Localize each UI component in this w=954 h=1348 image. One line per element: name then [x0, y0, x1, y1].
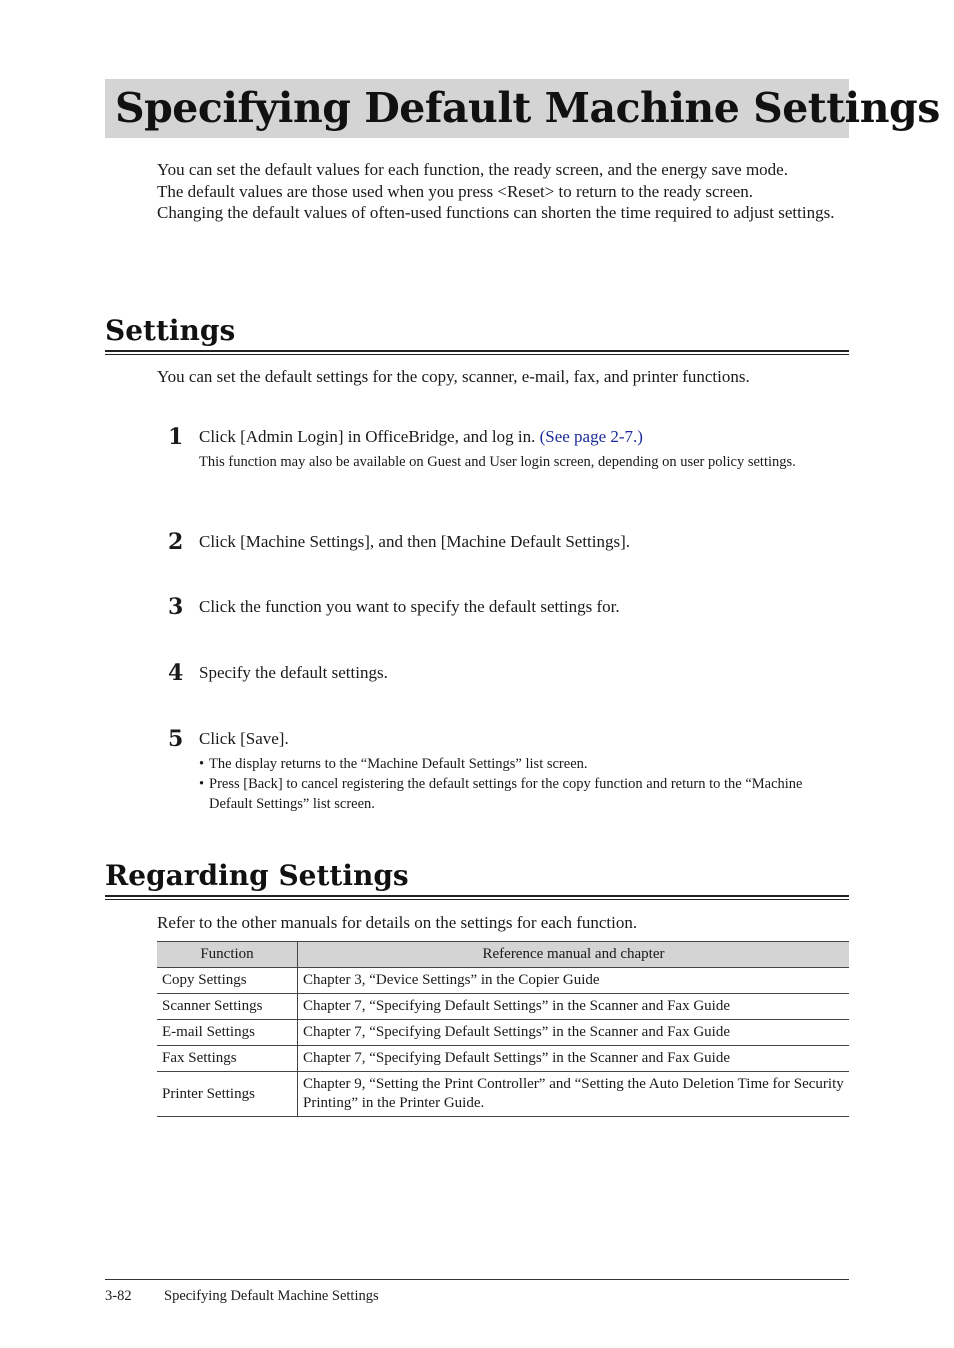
step-text: Specify the default settings.	[199, 663, 388, 682]
step-number: 5	[168, 726, 184, 752]
footer-rule	[105, 1279, 849, 1280]
bullet-item: • Press [Back] to cancel registering the default settings for the copy function and return to the “Machine Default Settings” list screen.	[199, 774, 849, 814]
intro-paragraph-2: The default values are those used when you press <Reset> to return to the ready screen.	[157, 181, 754, 201]
function-cell: Copy Settings	[157, 968, 298, 994]
regarding-settings-heading: Regarding Settings	[105, 859, 409, 892]
settings-heading-rule	[105, 350, 849, 355]
step-text: Click the function you want to specify the default settings for.	[199, 597, 620, 616]
step-instruction: Click [Admin Login] in OfficeBridge, and log in.	[199, 427, 536, 446]
step-bullet-list	[199, 754, 849, 814]
step-number: 1	[168, 424, 184, 450]
reference-cell: Chapter 9, “Setting the Print Controller” and “Setting the Auto Deletion Time for Security Printing” in the Printer Guide.	[298, 1072, 850, 1117]
column-header-function: Function	[157, 942, 298, 968]
table-header-row	[157, 942, 849, 968]
step-text	[199, 426, 849, 448]
table-row	[157, 1046, 849, 1072]
footer-title: Specifying Default Machine Settings	[164, 1288, 379, 1304]
table-row	[157, 968, 849, 994]
reference-cell: Chapter 7, “Specifying Default Settings” in the Scanner and Fax Guide	[298, 994, 850, 1020]
step-number: 4	[168, 660, 184, 686]
reference-table	[157, 941, 849, 1117]
step-number: 2	[168, 529, 184, 555]
function-cell: Printer Settings	[157, 1072, 298, 1117]
regarding-heading-rule	[105, 895, 849, 900]
step-note: This function may also be available on Guest and User login screen, depending on user policy settings.	[199, 454, 796, 470]
function-cell: Fax Settings	[157, 1046, 298, 1072]
table-row	[157, 1020, 849, 1046]
table-row	[157, 994, 849, 1020]
intro-text	[157, 159, 849, 224]
page-title: Specifying Default Machine Settings	[115, 84, 940, 132]
bullet-item: • The display returns to the “Machine Default Settings” list screen.	[199, 754, 849, 774]
step-text: Click [Save].	[199, 729, 289, 748]
table-row	[157, 1072, 849, 1117]
page-footer	[105, 1286, 379, 1306]
intro-paragraph-1: You can set the default values for each function, the ready screen, and the energy save mode.	[157, 160, 788, 179]
page-number: 3-82	[105, 1288, 132, 1304]
reference-cell: Chapter 3, “Device Settings” in the Copier Guide	[298, 968, 850, 994]
function-cell: Scanner Settings	[157, 994, 298, 1020]
settings-description: You can set the default settings for the copy, scanner, e-mail, fax, and printer functions.	[157, 367, 750, 386]
page-reference-link[interactable]: (See page 2-7.)	[539, 427, 643, 446]
step-text: Click [Machine Settings], and then [Machine Default Settings].	[199, 532, 631, 551]
reference-cell: Chapter 7, “Specifying Default Settings” in the Scanner and Fax Guide	[298, 1046, 850, 1072]
regarding-description: Refer to the other manuals for details on the settings for each function.	[157, 913, 638, 932]
settings-heading: Settings	[105, 314, 236, 347]
page-title-bar	[105, 79, 940, 138]
reference-cell: Chapter 7, “Specifying Default Settings” in the Scanner and Fax Guide	[298, 1020, 850, 1046]
function-cell: E-mail Settings	[157, 1020, 298, 1046]
column-header-reference: Reference manual and chapter	[298, 942, 850, 968]
intro-paragraph-3: Changing the default values of often-used functions can shorten the time required to adjust settings.	[157, 203, 835, 222]
step-number: 3	[168, 594, 184, 620]
